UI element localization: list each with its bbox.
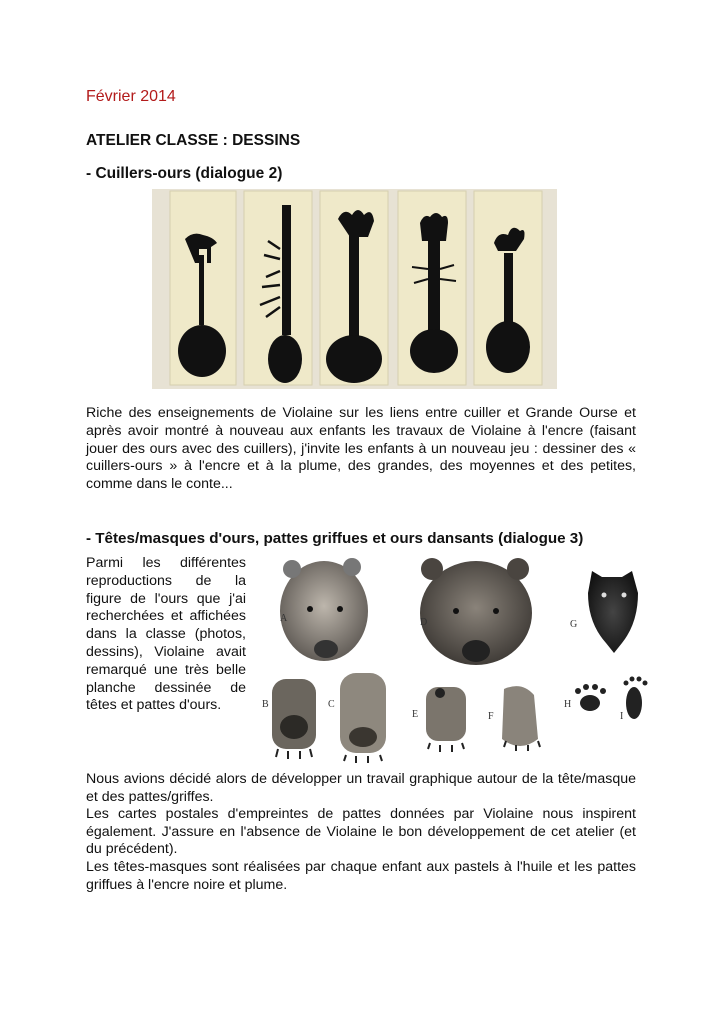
section3-paragraph: Les têtes-masques sont réalisées par chaque enfant aux pastels à l'huile et les pattes griffues à l'encre noire et plume. bbox=[86, 858, 636, 893]
main-heading: ATELIER CLASSE : DESSINS bbox=[86, 132, 301, 149]
plate-label-g: G bbox=[570, 619, 578, 630]
plate-label-d: D bbox=[420, 617, 428, 628]
section2-paragraph: Parmi les différentes reproductions de la figure de l'ours que j'ai recherchées et affichées dans la classe (photos, dessins), Violaine avait remarqué une très belle planche dessinée de têtes et pattes d'ours. bbox=[86, 555, 246, 714]
section1-paragraph: Riche des enseignements de Violaine sur les liens entre cuiller et Grande Ourse et après avoir montré à nouveau aux enfants les travaux de Violaine à l'encre (faisant jouer des ours avec des cuillers), j'invite les enfants à un nouveau jeu : dessiner des « cuillers-ours » à l'encre et à la plume, des grandes, des moyennes et des petites, comme dans le conte... bbox=[86, 405, 636, 493]
plate-label-e: E bbox=[412, 709, 419, 720]
plate-label-c: C bbox=[328, 699, 335, 710]
paw-print-h bbox=[575, 684, 606, 711]
plate-label-h: H bbox=[564, 699, 572, 710]
bear-head-a bbox=[280, 558, 368, 661]
section3-paragraph: Nous avions décidé alors de développer un travail graphique autour de la tête/masque et des pattes/griffes. bbox=[86, 771, 636, 805]
paw-c bbox=[340, 673, 386, 763]
paw-b bbox=[272, 679, 316, 759]
plate-label-f: F bbox=[488, 711, 494, 722]
section1-title: - Cuillers-ours (dialogue 2) bbox=[86, 165, 283, 182]
bear-heads-paws-plate bbox=[256, 551, 651, 763]
paw-print-i bbox=[624, 677, 648, 720]
bear-head-d bbox=[420, 558, 532, 665]
plate-label-b: B bbox=[262, 699, 269, 710]
plate-label-i: I bbox=[620, 711, 624, 722]
section3-text bbox=[86, 771, 636, 894]
bear-head-g bbox=[588, 571, 638, 653]
date-line: Février 2014 bbox=[86, 88, 176, 105]
paw-e bbox=[426, 687, 466, 752]
spoon-bears-photo bbox=[152, 189, 557, 389]
plate-label-a: A bbox=[280, 613, 288, 624]
paw-f bbox=[502, 686, 540, 751]
section3-paragraph: Les cartes postales d'empreintes de pattes données par Violaine nous inspirent également. J'assure en l'absence de Violaine le bon développement de cet atelier (et du précédent). bbox=[86, 806, 636, 858]
section2-title: - Têtes/masques d'ours, pattes griffues et ours dansants (dialogue 3) bbox=[86, 530, 584, 547]
